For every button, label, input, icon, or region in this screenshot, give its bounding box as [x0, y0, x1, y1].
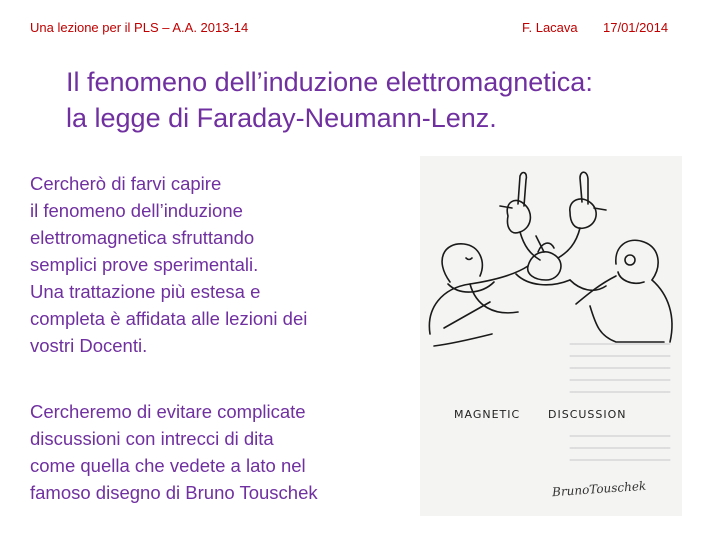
intro-line: elettromagnetica sfruttando — [30, 227, 255, 248]
right-figure — [570, 240, 672, 342]
drawing-signature: BrunoTouschek — [551, 478, 647, 500]
intro-paragraph — [30, 170, 375, 359]
second-line: discussioni con intrecci di dita — [30, 428, 274, 449]
intro-line: Una trattazione più estesa e — [30, 281, 261, 302]
background-text-lines — [570, 344, 670, 460]
intro-line: il fenomeno dell’induzione — [30, 200, 243, 221]
intro-line: semplici prove sperimentali. — [30, 254, 259, 275]
slide-title — [66, 64, 706, 136]
second-line: Cercheremo di evitare complicate — [30, 401, 306, 422]
slide-title-line-1: Il fenomeno dell’induzione elettromagnetica: — [66, 67, 593, 97]
intro-line: Cercherò di farvi capire — [30, 173, 222, 194]
intro-line: completa è affidata alle lezioni dei — [30, 308, 308, 329]
header-course-label: Una lezione per il PLS – A.A. 2013-14 — [30, 20, 249, 35]
header-date: 17/01/2014 — [603, 20, 669, 35]
second-line: famoso disegno di Bruno Touschek — [30, 482, 318, 503]
header-author: F. Lacava — [522, 20, 578, 35]
finger-tangle — [500, 172, 606, 285]
slide-title-line-2: la legge di Faraday-Neumann-Lenz. — [66, 103, 497, 133]
second-line: come quella che vedete a lato nel — [30, 455, 306, 476]
left-figure — [429, 244, 528, 346]
second-paragraph — [30, 398, 375, 506]
drawing-caption-word-2: DISCUSSION — [548, 408, 627, 421]
cartoon-sketch — [420, 156, 682, 516]
touschek-drawing — [420, 156, 682, 516]
drawing-caption-word-1: MAGNETIC — [454, 408, 521, 421]
intro-line: vostri Docenti. — [30, 335, 148, 356]
